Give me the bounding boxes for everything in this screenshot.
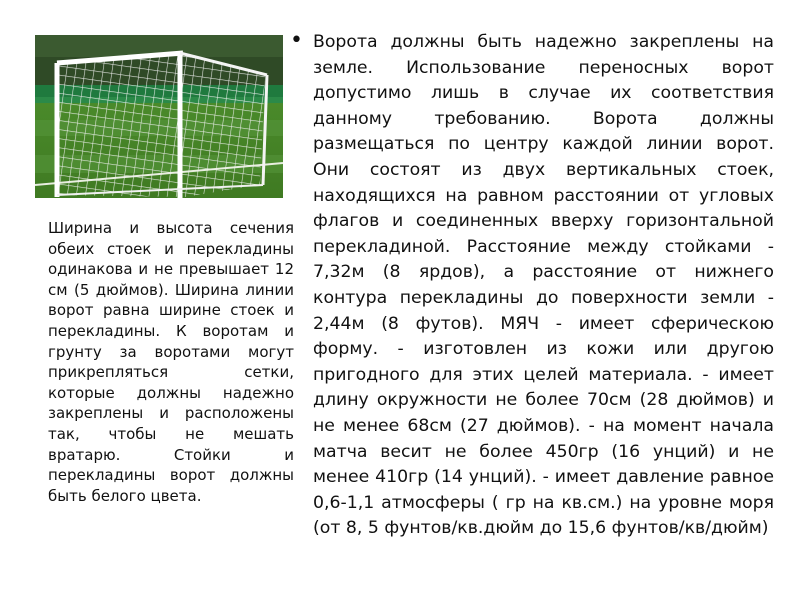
bullet-item: [290, 30, 774, 542]
soccer-goal-photo: [35, 35, 283, 198]
right-paragraph: Ворота должны быть надежно закреплены на земле. Использование переносных ворот допустимо лишь в случае их соответствия данному требованию. Ворота должны размещаться по центру каждой линии ворот. Они состоят из двух вертикальных стоек, находящихся на равном расстоянии от угловых флагов и соединенных вверху горизонтальной перекладиной. Расстояние между стойками - 7,32м (8 ярдов), а расстояние от нижнего контура перекладины до поверхности земли - 2,44м (8 футов). МЯЧ - имеет сферическою форму. - изготовлен из кожи или другою пригодного для этих целей материала. - имеет длину окружности не более 70см (28 дюймов) и не менее 68см (27 дюймов). - на момент начала матча весит не более 450гр (16 унций) и не менее 410гр (14 унций). - имеет давление равное 0,6-1,1 атмосферы ( гр на кв.см.) на уровне моря (от 8, 5 фунтов/кв.дюйм до 15,6 фунтов/кв/дюйм): [313, 32, 774, 539]
bullet-marker: •: [290, 28, 303, 53]
left-paragraph: Ширина и высота сечения обеих стоек и перекладины одинакова и не превышает 12 см (5 дюймов). Ширина линии ворот равна ширине стоек и перекладины. К воротам и грунту за воротами могут прикрепляться сетки, которые должны надежно закреплены и расположены так, чтобы не мешать вратарю. Стойки и перекладины ворот должны быть белого цвета.: [48, 219, 294, 505]
